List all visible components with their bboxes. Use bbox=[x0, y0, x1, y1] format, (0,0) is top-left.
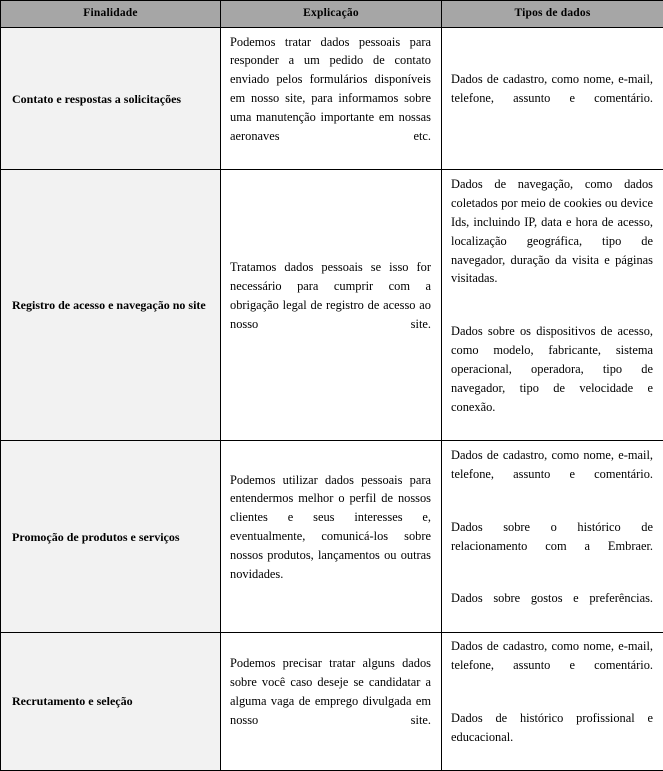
table-body bbox=[1, 28, 663, 771]
cell-finalidade: Recrutamento e seleção bbox=[1, 632, 221, 770]
table-header-row bbox=[1, 1, 663, 28]
table-row bbox=[1, 632, 663, 770]
cell-tipos-de-dados bbox=[442, 28, 663, 170]
column-header-finalidade: Finalidade bbox=[1, 1, 221, 28]
paragraph: Dados de cadastro, como nome, e-mail, telefone, assunto e comentário. bbox=[451, 72, 653, 106]
paragraph: Dados sobre o histórico de relacionamento com a Embraer. bbox=[451, 519, 653, 553]
paragraph: Podemos tratar dados pessoais para responder a um pedido de contato enviado pelos formulários disponíveis em nosso site, para informamos sobre uma manutenção importante em nossas aeronaves etc. bbox=[230, 34, 431, 143]
paragraph: Dados de cadastro, como nome, e-mail, telefone, assunto e comentário. bbox=[451, 448, 653, 482]
paragraph: Tratamos dados pessoais se isso for necessário para cumprir com a obrigação legal de registro de acesso ao nosso site. bbox=[230, 260, 431, 331]
cell-explicacao bbox=[221, 441, 442, 632]
paragraph: Podemos precisar tratar alguns dados sobre você caso deseje se candidatar a alguma vaga de emprego divulgada em nosso site. bbox=[230, 656, 431, 727]
table-row bbox=[1, 170, 663, 441]
cell-finalidade: Registro de acesso e navegação no site bbox=[1, 170, 221, 441]
cell-finalidade: Contato e respostas a solicitações bbox=[1, 28, 221, 170]
paragraph: Dados de cadastro, como nome, e-mail, telefone, assunto e comentário. bbox=[451, 639, 653, 673]
cell-tipos-de-dados bbox=[442, 632, 663, 770]
paragraph: Dados sobre os dispositivos de acesso, como modelo, fabricante, sistema operacional, operadora, tipo de navegador, tipo de velocidade e conexão. bbox=[451, 324, 653, 414]
cell-tipos-de-dados bbox=[442, 441, 663, 632]
table-row bbox=[1, 441, 663, 632]
table-header bbox=[1, 1, 663, 28]
table-row bbox=[1, 28, 663, 170]
cell-explicacao bbox=[221, 632, 442, 770]
cell-tipos-de-dados bbox=[442, 170, 663, 441]
cell-finalidade: Promoção de produtos e serviços bbox=[1, 441, 221, 632]
paragraph: Podemos utilizar dados pessoais para entendermos melhor o perfil de nossos clientes e seus interesses e, eventualmente, comunicá-los sobre nossos produtos, lançamentos ou outras novidades. bbox=[230, 472, 431, 581]
column-header-explicacao: Explicação bbox=[221, 1, 442, 28]
paragraph: Dados de histórico profissional e educacional. bbox=[451, 710, 653, 744]
cell-explicacao bbox=[221, 28, 442, 170]
column-header-tipos-de-dados: Tipos de dados bbox=[442, 1, 663, 28]
paragraph: Dados de navegação, como dados coletados por meio de cookies ou device Ids, incluindo IP, data e hora de acesso, localização geográfica, tipo de navegador, duração da visita e páginas visitadas. bbox=[451, 177, 653, 286]
cell-explicacao bbox=[221, 170, 442, 441]
paragraph: Dados sobre gostos e preferências. bbox=[451, 591, 653, 606]
